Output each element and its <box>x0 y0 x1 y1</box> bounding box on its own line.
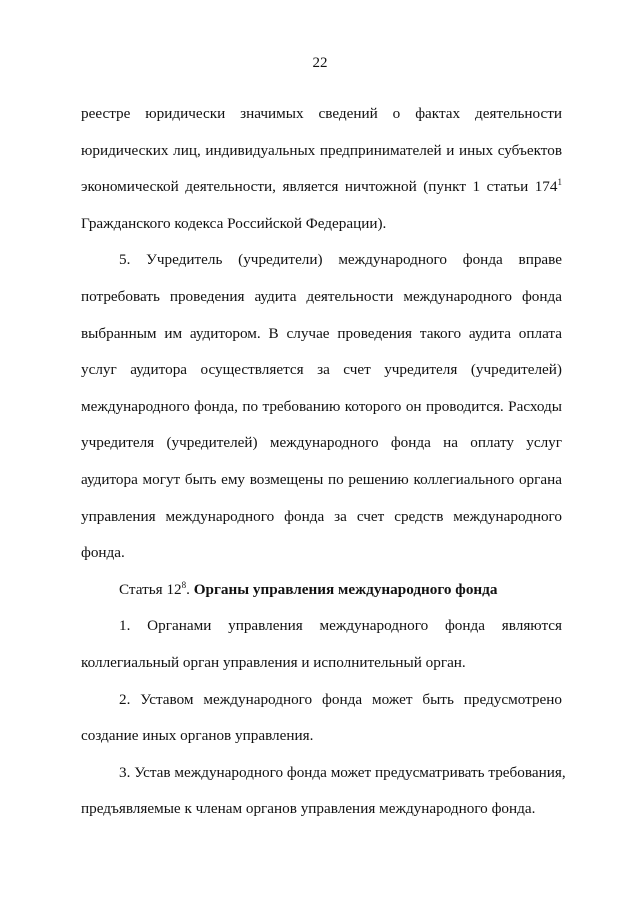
text-line <box>81 169 562 206</box>
text-line: 5. Учредитель (учредители) международного фонда вправе <box>119 251 562 269</box>
article-dot: . <box>186 580 190 598</box>
text-line: услуг аудитора осуществляется за счет учредителя (учредителей) <box>81 361 562 379</box>
item-1 <box>81 608 562 681</box>
text-line: создание иных органов управления. <box>81 727 314 745</box>
text-line: 2. Уставом международного фонда может быть предусмотрено <box>119 690 562 708</box>
text-line: юридических лиц, индивидуальных предпринимателей и иных субъектов <box>81 141 562 159</box>
text-line: учредителя (учредителей) международного фонда на оплату услуг <box>81 434 562 452</box>
text-line: фонда. <box>81 544 125 562</box>
item-2 <box>81 682 562 755</box>
paragraph-continuation <box>81 96 562 242</box>
text-line: 1. Органами управления международного фонда являются <box>119 617 562 635</box>
text-line: аудитора могут быть ему возмещены по решению коллегиального органа <box>81 470 562 488</box>
page-number: 22 <box>312 55 328 71</box>
text-line-part: экономической деятельности, является ничтожной (пункт 1 статьи 174 <box>81 178 558 196</box>
text-line: Гражданского кодекса Российской Федерации). <box>81 214 387 232</box>
text-line: предъявляемые к членам органов управления международного фонда. <box>81 800 536 818</box>
text-line: 3. Устав международного фонда может предусматривать требования, <box>119 763 566 781</box>
article-superscript: 8 <box>181 579 187 590</box>
article-title: Органы управления международного фонда <box>193 580 498 598</box>
text-line: реестре юридически значимых сведений о фактах деятельности <box>81 105 562 122</box>
document-body <box>81 96 566 828</box>
text-line: выбранным им аудитором. В случае проведения такого аудита оплата <box>81 324 562 342</box>
text-line: потребовать проведения аудита деятельности международного фонда <box>81 287 562 305</box>
text-line: международного фонда, по требованию которого он проводится. Расходы <box>81 397 562 415</box>
article-heading <box>81 572 562 609</box>
text-line: коллегиальный орган управления и исполнительный орган. <box>81 653 466 671</box>
superscript: 1 <box>557 177 562 188</box>
paragraph-5 <box>81 242 562 571</box>
text-line: управления международного фонда за счет средств международного <box>81 507 562 525</box>
article-prefix: Статья 12 <box>119 580 182 598</box>
item-3 <box>81 755 566 828</box>
